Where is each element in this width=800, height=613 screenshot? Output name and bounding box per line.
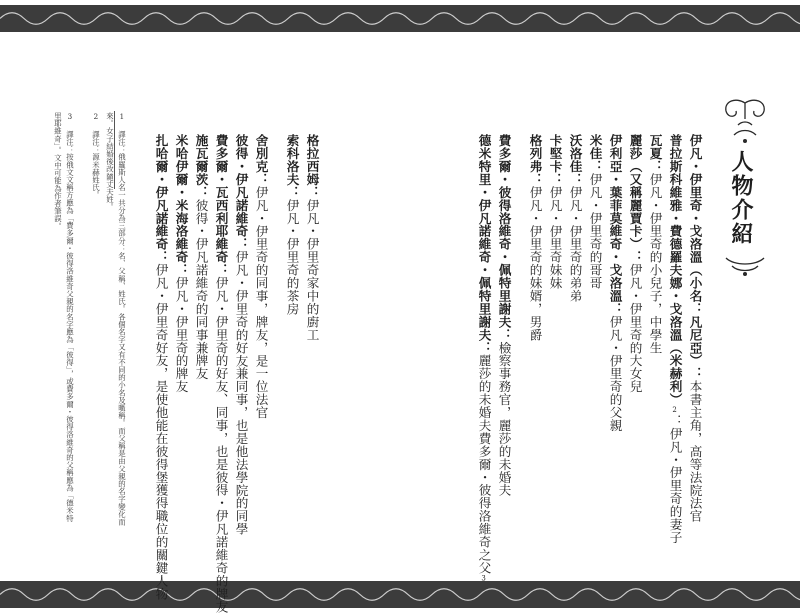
character-entry: 米佳：伊凡・伊里奇的哥哥 — [587, 134, 603, 290]
footnote: 2 譯注：源米赫姓氏。 — [91, 112, 101, 199]
character-entry: 費多爾・瓦西利耶維奇：伊凡・伊里奇的好友、同事，也是彼得・伊凡諾維奇的牌友 — [213, 134, 229, 613]
character-entry: 伊利亞・葉菲莫維奇・戈洛溫：伊凡・伊里奇的父親 — [607, 134, 623, 432]
footnote: 3 譯注：按俄文文稱方應為「費多爾・彼得洛維奇父親的名字應為「彼得」，或費多爾・彼得洛維奇的父稱應為「德米特 — [65, 112, 75, 522]
character-entry: 德米特里・伊凡諾維奇・佩特里謝夫：麗莎的未婚夫費多爾・彼得洛維奇之父3 — [476, 134, 492, 583]
character-entry: 沃洛佳：伊凡・伊里奇的弟弟 — [567, 134, 583, 303]
character-entry: 普拉斯科維雅・費德羅夫娜・戈洛溫（米赫利）2：伊凡・伊里奇的妻子 — [667, 134, 683, 544]
character-entry: 卡堅卡：伊凡・伊里奇妹妹 — [547, 134, 563, 290]
footnote: 來。女子結婚後改隨丈夫姓。 — [105, 112, 115, 211]
character-entry: 舍別克：伊凡・伊里奇的同事，牌友，是一位法官 — [253, 134, 269, 419]
title-flourish-bottom — [718, 252, 772, 278]
character-entry: 扎哈爾・伊凡諾維奇：伊凡・伊里奇好友，是使他能在彼得堡獲得職位的關鍵人物 — [153, 134, 169, 601]
character-entry: 施瓦爾茨：彼得・伊凡諾維奇的同事兼牌友 — [193, 134, 209, 381]
character-entry: 瓦夏：伊凡・伊里奇的小兒子，中學生 — [647, 134, 663, 355]
bottom-ornamental-border — [0, 581, 800, 608]
character-entry: 麗莎（又稱麗賈卡）：伊凡・伊里奇的大女兒 — [627, 134, 643, 393]
character-entry: 費多爾・彼得洛維奇・佩特里謝夫：檢察事務官，麗莎的未婚夫 — [496, 134, 512, 497]
character-entry: 伊凡・伊里奇・戈洛溫（小名：凡尼亞）：本書主角，高等法院法官 — [687, 134, 703, 523]
title-flourish-top — [718, 95, 772, 145]
character-entry: 索科洛夫：伊凡・伊里奇的茶房 — [284, 134, 300, 316]
character-entry: 格列弗：伊凡・伊里奇的妹婿，男爵 — [527, 134, 543, 342]
character-entry: 格拉西姆：伊凡・伊里奇家中的廚工 — [304, 134, 320, 342]
character-entry: 彼得・伊凡諾維奇：伊凡・伊里奇的好友兼同事，也是他法學院的同學 — [233, 134, 249, 536]
character-entry: 米哈伊爾・米海洛維奇：伊凡・伊里奇的牌友 — [173, 134, 189, 394]
footnote: 1 譯注：俄羅斯人名一共分為三部分：名、父稱、姓氏。各個名字又有不同的小名及暱稱。而父稱是由父親的名字變化而 — [117, 112, 127, 526]
top-ornamental-border — [0, 5, 800, 32]
page-title: 人物介紹 — [728, 150, 754, 246]
footnote: 里耶維奇」。文中可能為作者筆誤。 — [53, 112, 63, 230]
